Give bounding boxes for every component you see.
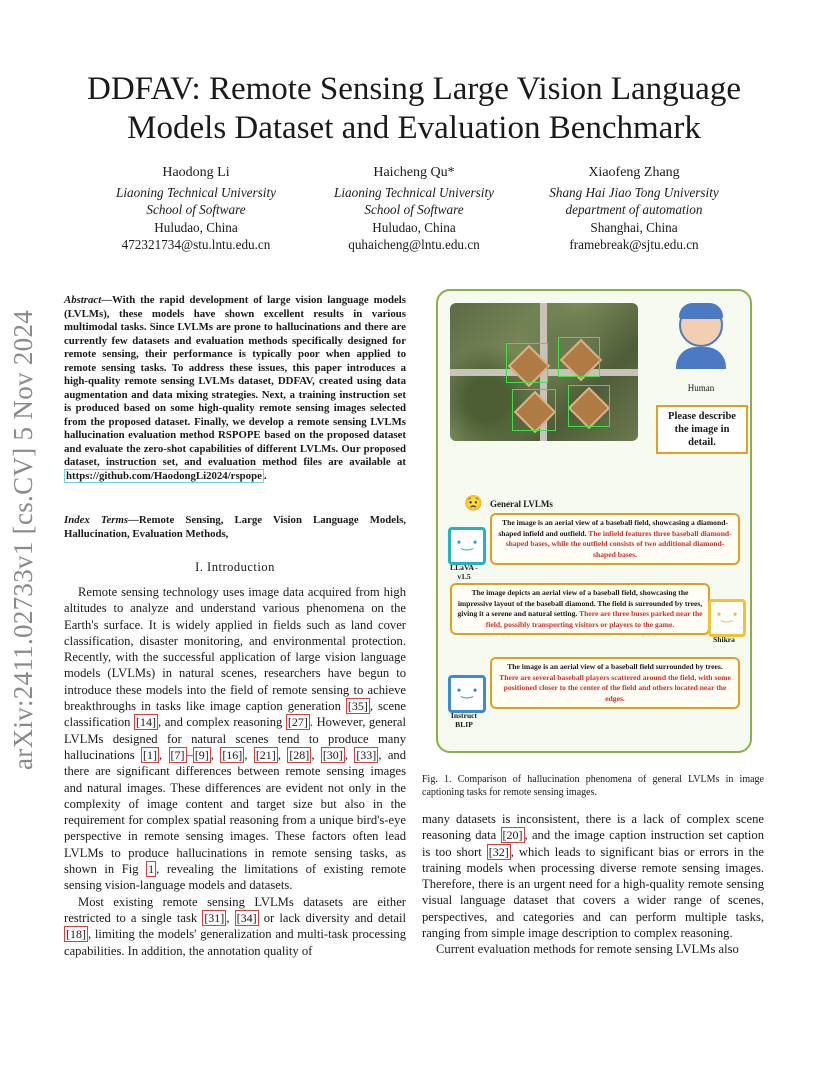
text: –: [186, 747, 193, 762]
detection-box: [512, 389, 556, 431]
author-2: [294, 164, 534, 254]
human-body-icon: [676, 347, 726, 369]
author-city: Shanghai, China: [590, 219, 678, 235]
llava-response: [490, 513, 740, 565]
citation-link[interactable]: [7]: [170, 747, 185, 762]
paragraph: Current evaluation methods for remote sensing LVLMs also: [436, 942, 739, 957]
citation-link[interactable]: [16]: [222, 747, 243, 762]
text: ,: [244, 747, 254, 762]
text: ,: [344, 747, 355, 762]
human-label: Human: [687, 383, 715, 393]
arxiv-stamp: arXiv:2411.02733v1 [cs.CV] 5 Nov 2024: [8, 309, 38, 770]
title-line-2: Models Dataset and Evaluation Benchmark: [127, 110, 701, 146]
paper-title: [60, 70, 768, 148]
citation-link[interactable]: [14]: [136, 715, 156, 730]
question-box: Please describe the image in detail.: [656, 405, 748, 454]
abstract-text: —With the rapid development of large vision language models (LVLMs), these models have shown excellent results in various multimodal tasks. Since LVLMs are prone to hallucinations and there are currently few datasets and evaluation methods specifically designed for remote sensing, their performance is typically poor when applied to remote sensing tasks. To address these issues, this paper introduces a high-quality remote sensing LVLMs dataset, DDFAV, created using data augmentation and data mixing strategies. Next, a training instruction set is produced based on some high-quality remote sensing images selected from the proposed dataset. Finally, we develop a remote sensing LVLMs hallucination evaluation method RSPOPE based on the proposed dataset and evaluate the zero-shot capabilities of different LVLMs. Our proposed dataset, instruction set, and evaluation method files are available at: [64, 294, 406, 468]
hallucinated-text: There are three buses parked near the field, possibly transporting visitors or players to the game.: [485, 609, 703, 629]
detection-box: [558, 337, 600, 377]
citation-link[interactable]: [32]: [488, 844, 509, 859]
github-link[interactable]: https://github.com/HaodongLi2024/rspope: [66, 469, 262, 482]
author-1: [76, 164, 316, 254]
index-lead: Index Terms: [64, 514, 129, 526]
worried-face-icon: 😟: [464, 496, 483, 512]
author-affiliation: Shang Hai Jiao Tong University: [549, 184, 719, 200]
paragraph: [64, 894, 406, 959]
text: , and there are significant differences between remote sensing images and natural images. These differences are evident not only in the complexity of image content and target size but also in the requirement for complex spatial reasoning from a unique bird's-eye perspective in remote sensing images. These factors often lead LVLMs to produce hallucinations in remote sensing tasks, as shown in Fig: [64, 747, 406, 877]
text: ,: [311, 747, 321, 762]
human-face-icon: [679, 303, 723, 347]
title-line-1: DDFAV: Remote Sensing Large Vision Language: [87, 71, 741, 107]
general-lvlms-label: General LVLMs: [490, 499, 553, 509]
instructblip-robot-icon: •‿•: [448, 675, 486, 713]
author-email: 472321734@stu.lntu.edu.cn: [121, 237, 271, 253]
citation-link[interactable]: [9]: [194, 747, 209, 762]
citation-link[interactable]: [31]: [204, 910, 225, 925]
author-email: quhaicheng@lntu.edu.cn: [348, 237, 480, 253]
section-heading: I. Introduction: [195, 560, 275, 574]
text: ,: [226, 910, 235, 925]
text: , revealing the limitations of existing remote sensing vision-language models and datasets.: [64, 862, 406, 893]
abstract: [64, 294, 406, 483]
hallucinated-text: There are several baseball players scattered around the field, with some positioned closer to the center of the field and others located near the edges.: [499, 672, 731, 703]
response-text: The image is an aerial view of a baseball field, showcasing a diamond-shaped infield and outfield.: [498, 518, 728, 538]
text: Remote sensing technology uses image data acquired from high altitudes to analyze and understand various phenomena on the Earth's surface. It is widely applied in fields such as land cover classification, disaster monitoring, and environmental protection. Recently, with the successful application of large vision language models (LVLMs) in natural scenes, researchers have begun to introduce these models into the field of remote sensing to achieve breakthroughs in tasks like image caption generation: [64, 585, 406, 714]
author-city: Huludao, China: [372, 219, 456, 235]
text: , scene classification: [64, 699, 406, 730]
citation-link[interactable]: [35]: [347, 699, 368, 714]
author-affiliation: Liaoning Technical University: [116, 184, 276, 200]
text: or lack diversity and detail: [258, 910, 407, 925]
citation-link[interactable]: [20]: [502, 828, 523, 843]
instructblip-response: [490, 657, 740, 709]
intro-right-column: [422, 811, 764, 958]
citation-link[interactable]: [18]: [66, 927, 86, 942]
response-text: The image is an aerial view of a baseball field surrounded by trees.: [507, 662, 723, 671]
figure-1: [436, 289, 752, 753]
author-name: Haodong Li: [162, 165, 230, 180]
author-affiliation: Liaoning Technical University: [334, 184, 494, 200]
intro-left-column: [64, 584, 406, 959]
text: , limiting the models' generalization and multi-task processing capabilities. In addition, the annotation quality of: [64, 927, 406, 958]
citation-link[interactable]: [34]: [236, 910, 257, 925]
text: . However, general LVLMs designed for natural scenes tend to produce many hallucinations: [64, 715, 406, 762]
figure-caption: Fig. 1. Comparison of hallucination phenomena of general LVLMs in image captioning tasks for remote sensing images.: [422, 774, 764, 798]
hallucinated-text: The infield features three baseball diamond-shaped bases, while the outfield consists of two additional diamond-shaped bases.: [505, 528, 732, 559]
citation-link[interactable]: [27]: [287, 715, 308, 730]
citation-link[interactable]: [33]: [356, 747, 377, 762]
human-avatar: [666, 303, 736, 393]
author-city: Huludao, China: [154, 219, 238, 235]
citation-link[interactable]: [21]: [255, 747, 276, 762]
detection-box: [506, 343, 548, 383]
shikra-response: [450, 583, 710, 635]
text: , which leads to significant bias or errors in the training models when processing diverse remote sensing images. Therefore, there is an urgent need for a high-quality remote sensing visual language dataset that covers a wider range of scenes, perspectives, and categories and can perform multiple tasks, ranging from simple image description to complex reasoning.: [422, 844, 764, 941]
aerial-image: [450, 303, 638, 441]
author-department: department of automation: [565, 202, 703, 218]
llava-robot-icon: •‿•: [448, 527, 486, 565]
text: ,: [210, 747, 221, 762]
paragraph: [64, 584, 406, 894]
figure-link[interactable]: 1: [148, 862, 155, 877]
text: ,: [277, 747, 288, 762]
abstract-lead: Abstract: [64, 294, 102, 306]
author-email: framebreak@sjtu.edu.cn: [569, 237, 699, 253]
shikra-robot-icon: •‿•: [708, 599, 746, 637]
author-3: [514, 164, 754, 254]
abstract-end: .: [263, 469, 267, 482]
paragraph: [422, 811, 764, 941]
author-name: Xiaofeng Zhang: [588, 165, 680, 180]
index-terms: [64, 514, 406, 541]
text: , and complex reasoning: [158, 715, 286, 730]
citation-link[interactable]: [30]: [322, 747, 343, 762]
citation-link[interactable]: [28]: [289, 747, 310, 762]
author-name: Haicheng Qu*: [373, 165, 455, 180]
instructblip-name: Instruct BLIP: [450, 711, 478, 729]
response-text: The image depicts an aerial view of a baseball field, showcasing the impressive layout of the baseball diamond. The field is surrounded by trees, giving it a serene and natural setting.: [457, 588, 703, 618]
llava-name: LLaVA -v1.5: [450, 563, 478, 581]
citation-link[interactable]: [1]: [143, 747, 158, 762]
text: many datasets is inconsistent, there is a lack of complex scene reasoning data: [422, 812, 764, 843]
text: Most existing remote sensing LVLMs datasets are either restricted to a single task: [64, 894, 406, 925]
text: ,: [159, 747, 169, 762]
text: , and the image caption instruction set caption is too short: [422, 828, 764, 859]
author-department: School of Software: [146, 202, 246, 218]
author-department: School of Software: [364, 202, 464, 218]
shikra-name: Shikra: [713, 635, 735, 644]
detection-box: [568, 385, 610, 427]
index-text: —Remote Sensing, Large Vision Language Models, Hallucination, Evaluation Methods,: [64, 514, 406, 540]
